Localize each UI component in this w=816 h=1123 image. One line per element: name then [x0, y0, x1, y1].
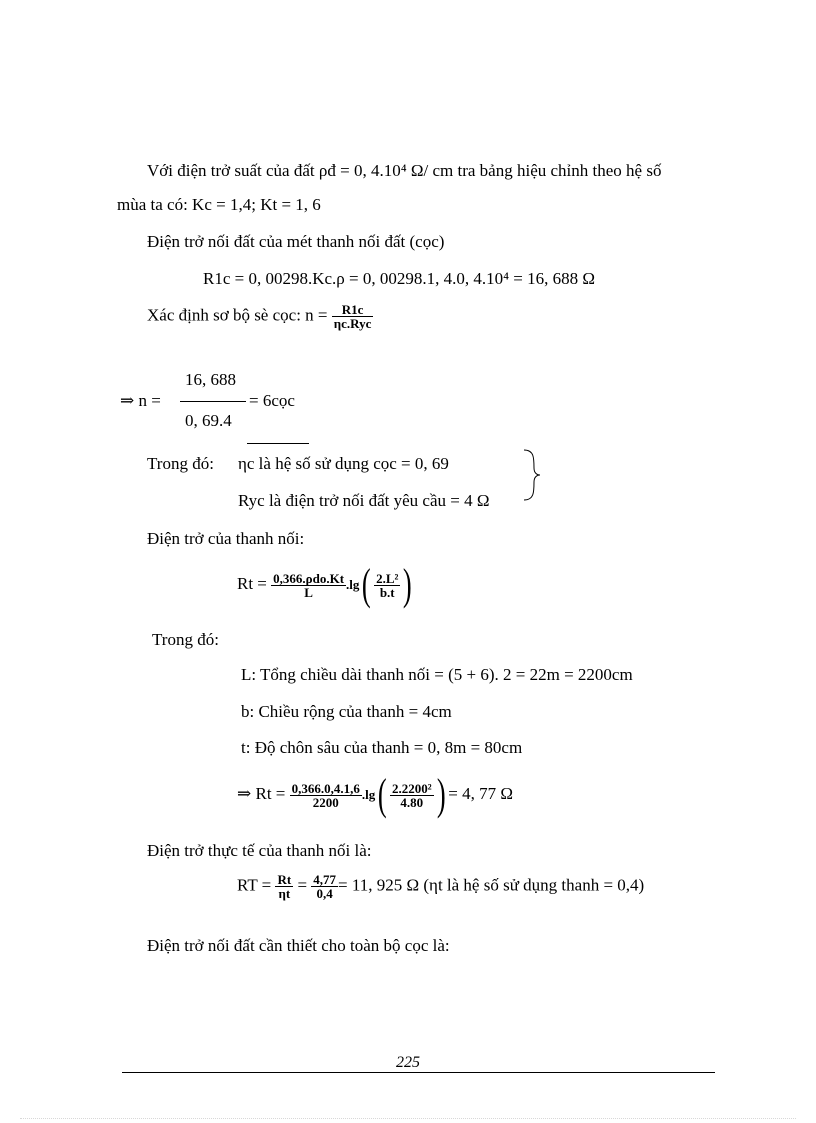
rt2-inner-numerator: 2.2200² [391, 780, 432, 796]
ryc-definition: Ryc là điện trở nối đất yêu cầu = 4 Ω [238, 491, 490, 510]
equation-n-label: Xác định sơ bộ sè cọc: n = [147, 305, 328, 325]
paragraph-ground-rod: Điện trở nối đất của mét thanh nối đất (cọc) [147, 232, 445, 251]
fraction-n-numerator: R1c [332, 303, 374, 317]
rt2-lhs: ⇒ Rt = [237, 783, 286, 803]
rt-lhs: Rt = [237, 573, 267, 593]
left-paren: ( [362, 560, 372, 609]
rT-fraction-1 [275, 873, 293, 900]
rT-heading: Điện trở thực tế của thanh nối là: [147, 841, 372, 860]
definition-l: L: Tổng chiều dài thanh nối = (5 + 6). 2 = 22m = 2200cm [241, 665, 633, 684]
eta-c-definition: ηc là hệ số sử dụng cọc = 0, 69 [238, 454, 449, 473]
underline-bar [247, 443, 309, 444]
last-heading: Điện trở nối đất cần thiết cho toàn bộ cọc là: [147, 936, 450, 955]
rt-fraction-numerator: 0,366.ρdo.Kt [273, 570, 345, 586]
rt2-result: = 4, 77 Ω [448, 783, 513, 803]
n-result: = 6cọc [249, 391, 295, 410]
page-number: 225 [396, 1054, 420, 1071]
equation-rt-formula [237, 560, 415, 609]
paragraph-line-1: Với điện trở suất của đất ρđ = 0, 4.10⁴ Ω/ cm tra bảng hiệu chỉnh theo hệ số [147, 161, 662, 180]
definition-t: t: Độ chôn sâu của thanh = 0, 8m = 80cm [241, 738, 523, 757]
equation-rT: RT = $\frac{Rt}{\eta t}$ = $\frac{4,77}{0,4}$ = 11, 925 Ω (ηt là hệ số sử dụng thanh = 0,4) [237, 872, 645, 901]
rT-fraction-2 [311, 873, 338, 900]
rt2-inner-denominator: 4.80 [400, 794, 424, 810]
rT-f2-denominator: 0,4 [316, 886, 333, 901]
rT-f1-denominator: ηt [278, 886, 291, 901]
rT-lhs: RT = [237, 875, 272, 895]
rt2-lg: .lg [361, 786, 376, 802]
n-denominator: 0, 69.4 [185, 411, 232, 430]
rT-f1-numerator: Rt [277, 872, 292, 887]
rt-inner-fraction [374, 572, 400, 599]
rT-result: = 11, 925 Ω (ηt là hệ số sử dụng thanh = 0,4) [338, 875, 645, 895]
rT-f2-numerator: 4,77 [313, 872, 337, 887]
rt2-fraction-denominator: 2200 [312, 794, 339, 810]
equation-r1c: R1c = 0, 00298.Kc.ρ = 0, 00298.1, 4.0, 4.10⁴ = 16, 688 Ω [203, 269, 596, 288]
fraction-n-denominator: ηc.Ryc [333, 316, 372, 331]
rt2-fraction-numerator: 0,366.0,4.1,6 [291, 780, 360, 796]
paragraph-line-2: mùa ta có: Kc = 1,4; Kt = 1, 6 [117, 195, 321, 214]
rt-heading: Điện trở của thanh nối: [147, 529, 305, 548]
n-fraction-bar [180, 401, 246, 402]
definition-b: b: Chiều rộng của thanh = 4cm [241, 702, 452, 721]
rt2-fraction [290, 782, 362, 809]
n-arrow: ⇒ n = [120, 391, 161, 410]
right-paren: ) [403, 560, 413, 609]
rt-inner-numerator: 2.L² [376, 570, 399, 586]
rt2-inner-fraction [390, 782, 434, 809]
right-paren-2: ) [436, 770, 446, 819]
rt-lg: .lg [346, 576, 360, 592]
trong-do-label-2: Trong đó: [152, 630, 219, 649]
footer-rule [122, 1072, 715, 1073]
left-paren-2: ( [378, 770, 388, 819]
page-bottom-dotted-edge [20, 1118, 796, 1119]
fraction-n [332, 303, 374, 330]
equation-rt-calc [237, 770, 513, 819]
right-brace [520, 448, 544, 502]
trong-do-label: Trong đó: [147, 454, 214, 473]
rt-inner-denominator: b.t [379, 584, 395, 600]
rt-fraction-denominator: L [304, 584, 313, 600]
equation-n-sizing [147, 303, 373, 330]
n-numerator: 16, 688 [185, 370, 236, 389]
rt-fraction [271, 572, 346, 599]
